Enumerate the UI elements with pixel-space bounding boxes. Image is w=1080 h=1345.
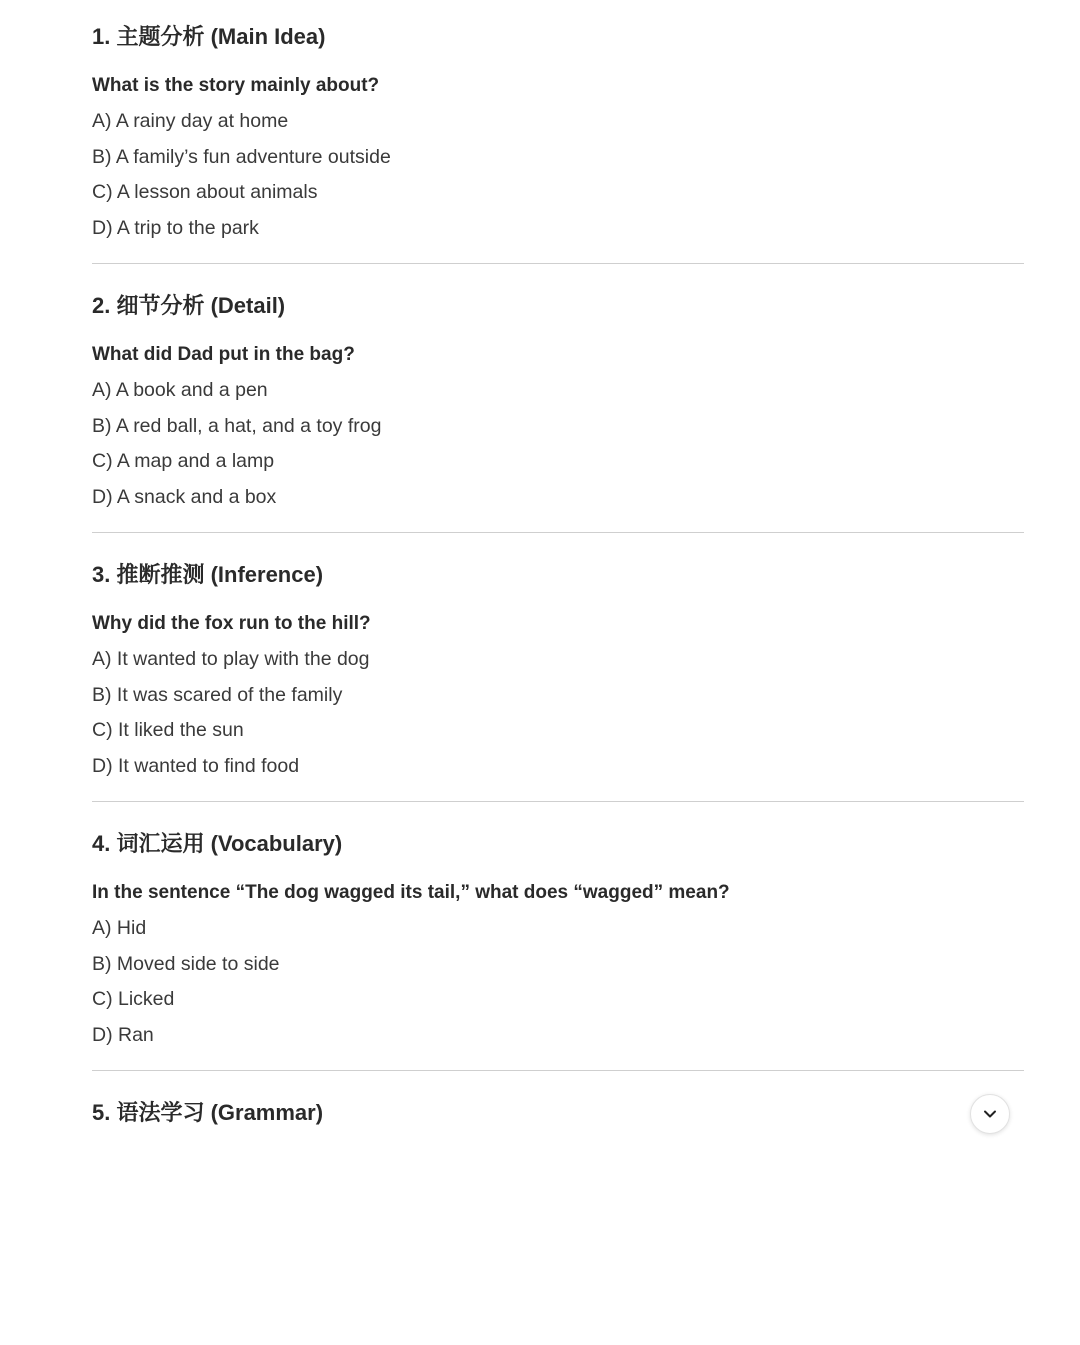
section-divider [92, 263, 1024, 264]
section-heading: 5. 语法学习 (Grammar) [92, 1100, 324, 1125]
section-heading: 1. 主题分析 (Main Idea) [92, 24, 326, 49]
question-section-3 [92, 538, 1024, 807]
chevron-down-icon [981, 1105, 999, 1123]
section-heading: 4. 词汇运用 (Vocabulary) [92, 831, 343, 856]
answer-option-a[interactable]: A) Hid [92, 917, 147, 939]
answer-option-a[interactable]: A) A rainy day at home [92, 110, 289, 132]
section-heading: 3. 推断推测 (Inference) [92, 562, 324, 587]
section-divider [92, 801, 1024, 802]
scroll-down-button[interactable] [970, 1094, 1010, 1134]
answer-option-c[interactable]: C) Licked [92, 988, 175, 1010]
answer-option-a[interactable]: A) It wanted to play with the dog [92, 648, 370, 670]
section-divider [92, 532, 1024, 533]
quiz-content [92, 0, 1024, 1345]
question-section-1 [92, 0, 1024, 269]
answer-option-b[interactable]: B) A family’s fun adventure outside [92, 146, 391, 168]
answer-option-d[interactable]: D) It wanted to find food [92, 755, 300, 777]
question-text: What is the story mainly about? [92, 75, 380, 96]
answer-option-b[interactable]: B) It was scared of the family [92, 684, 343, 706]
question-text: Why did the fox run to the hill? [92, 613, 371, 634]
answer-option-d[interactable]: D) A trip to the park [92, 217, 259, 239]
question-text: In the sentence “The dog wagged its tail,” what does “wagged” mean? [92, 882, 730, 903]
answer-option-c[interactable]: C) A map and a lamp [92, 450, 275, 472]
answer-option-d[interactable]: D) A snack and a box [92, 486, 277, 508]
answer-option-b[interactable]: B) Moved side to side [92, 953, 280, 975]
section-heading: 2. 细节分析 (Detail) [92, 293, 286, 318]
answer-option-b[interactable]: B) A red ball, a hat, and a toy frog [92, 415, 382, 437]
question-section-2 [92, 269, 1024, 538]
answer-option-a[interactable]: A) A book and a pen [92, 379, 268, 401]
question-section-4 [92, 807, 1024, 1076]
section-divider [92, 1070, 1024, 1071]
answer-option-d[interactable]: D) Ran [92, 1024, 154, 1046]
question-text: What did Dad put in the bag? [92, 344, 355, 365]
question-section-5 [92, 1076, 1024, 1345]
answer-option-c[interactable]: C) It liked the sun [92, 719, 244, 741]
answer-option-c[interactable]: C) A lesson about animals [92, 181, 318, 203]
